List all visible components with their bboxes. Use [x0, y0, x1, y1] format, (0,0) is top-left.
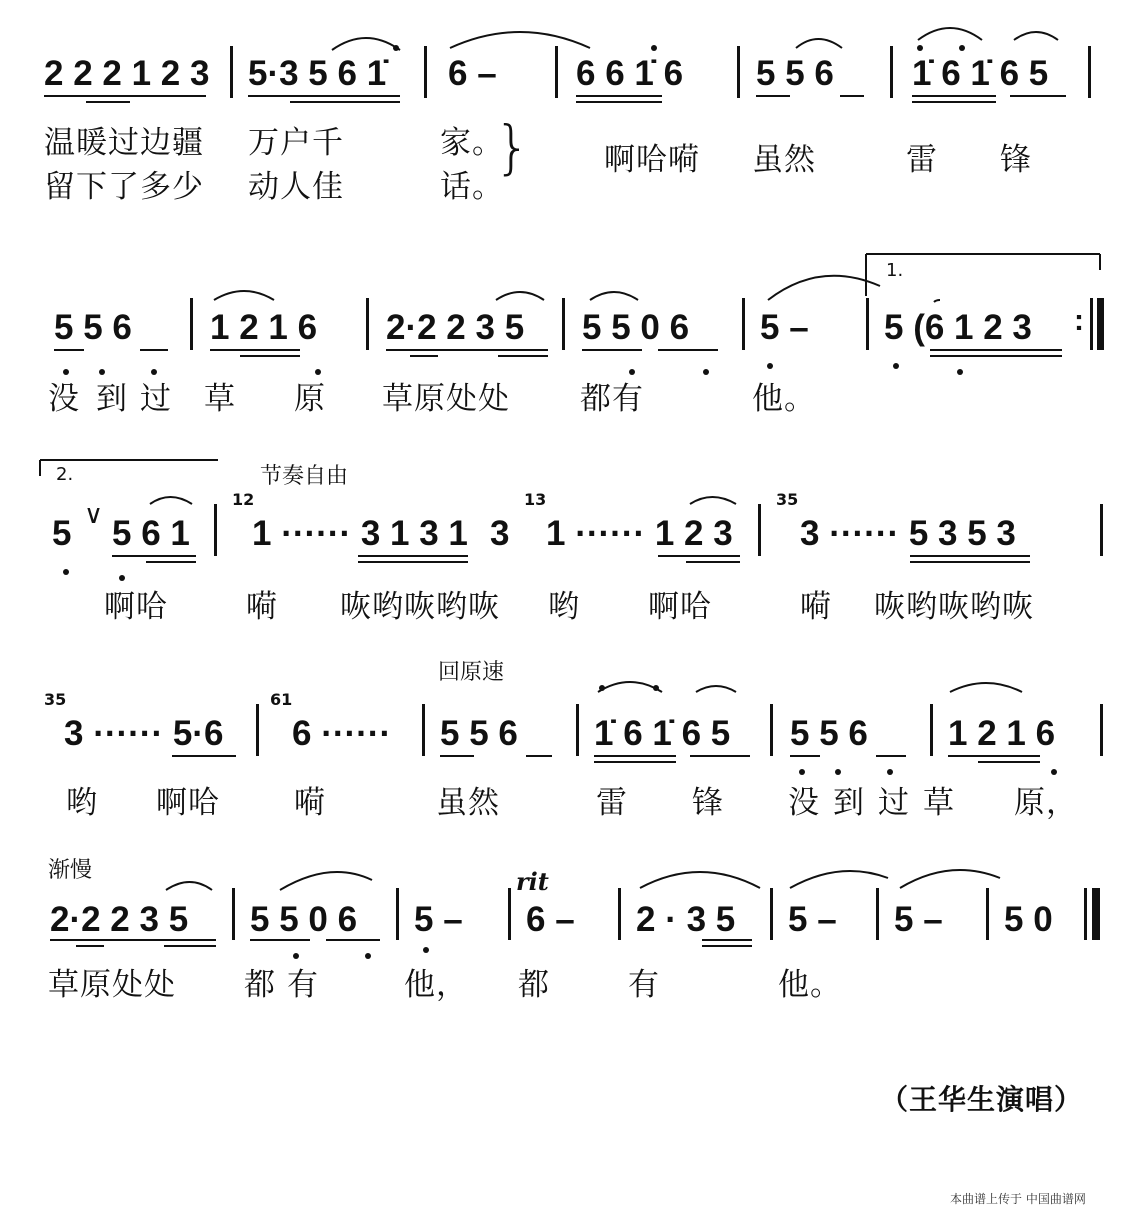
barline [555, 46, 558, 98]
lyric: 到 [96, 381, 128, 417]
rit-marking: rit [516, 867, 549, 896]
measure-notes: 5 5 0 6 [250, 900, 358, 939]
tempo-marking: 渐慢 [48, 858, 93, 883]
barline [1088, 46, 1091, 98]
barline [256, 704, 259, 756]
lyric: 啊哈嗬 [604, 142, 700, 178]
barline [396, 888, 399, 940]
lyric: 啊哈 [648, 589, 712, 625]
barline [770, 888, 773, 940]
lyric: 万户千 [248, 125, 344, 161]
barline [770, 704, 773, 756]
lyric: 咴哟咴哟咴 [874, 589, 1034, 625]
barline [742, 298, 745, 350]
measure-notes: 1 ······ 1 2 3 [546, 514, 733, 553]
lyric: 嗬 [294, 785, 326, 821]
grace-notes: 12 [232, 490, 255, 509]
lyric: 家。 [440, 125, 504, 161]
lyric: 他， [404, 967, 468, 1003]
barline [366, 298, 369, 350]
lyric: 原， [1014, 785, 1078, 821]
lyric: 雷 [906, 142, 938, 178]
measure-notes: 5·3 5 6 1̇ [248, 54, 387, 93]
measure-notes: 1 2 1 6 [948, 714, 1056, 753]
barline [618, 888, 621, 940]
measure-notes: 5 5 6 [440, 714, 518, 753]
measure-notes: 5 6 1 [112, 514, 190, 553]
measure-notes: 6 – [448, 54, 497, 93]
grace-notes: 35 [44, 690, 67, 709]
lyric: 哟 [548, 589, 580, 625]
measure-notes: 3 ······ 5·6 [64, 714, 224, 753]
measure-notes: 5 – [894, 900, 943, 939]
barline [876, 888, 879, 940]
grace-notes: 61 [270, 690, 293, 709]
lyric: 虽然 [436, 785, 500, 821]
lyric: 咴哟咴哟咴 [340, 589, 500, 625]
lyric: 雷 [596, 785, 628, 821]
barline [562, 298, 565, 350]
barline [230, 46, 233, 98]
measure-notes: 5 [52, 514, 72, 553]
measure-notes: 1 ······ 3 1 3 1 [252, 514, 468, 553]
lyric: 草原处处 [48, 967, 176, 1003]
lyric: 都 [518, 967, 550, 1003]
measure-notes: 5 – [788, 900, 837, 939]
tempo-marking: 节奏自由 [260, 464, 349, 489]
barline [930, 704, 933, 756]
barline [1100, 504, 1103, 556]
volta-1-label: 1. [886, 260, 904, 281]
barline [890, 46, 893, 98]
barline-repeat-thin [1090, 298, 1093, 350]
lyric: 温暖过边疆 [44, 125, 204, 161]
measure-notes: 6 ······ [292, 714, 392, 753]
final-barline-thick [1092, 888, 1100, 940]
measure-notes: 5 5 0 6 [582, 308, 690, 347]
lyric: 锋 [1000, 142, 1032, 178]
measure-notes: 5 5 6 [790, 714, 868, 753]
watermark: 本曲谱上传于 中国曲谱网 [950, 1192, 1086, 1206]
lyric: 原 [294, 381, 326, 417]
measure-notes: 5 – [760, 308, 809, 347]
measure-notes: 2 · 3 5 [636, 900, 736, 939]
barline [424, 46, 427, 98]
barline [214, 504, 217, 556]
barline [986, 888, 989, 940]
lyric: 有 [628, 967, 660, 1003]
measure-notes: 6 6 1̇ 6 [576, 54, 684, 93]
barline [576, 704, 579, 756]
grace-notes: 13 [524, 490, 547, 509]
lyric: 没到过草 [788, 785, 968, 821]
barline [758, 504, 761, 556]
lyric: 锋 [692, 785, 724, 821]
measure-notes: 1̇ 6 1̇ 6 5 [594, 714, 731, 753]
measure-notes: 5 – [414, 900, 463, 939]
tempo-marking: 回原速 [438, 660, 505, 685]
lyric: 啊哈 [104, 589, 168, 625]
measure-notes: 2·2 2 3 5 [386, 308, 525, 347]
measure-notes: 1 2 1 6 [210, 308, 318, 347]
barline [1100, 704, 1103, 756]
barline [232, 888, 235, 940]
lyric: 草 [204, 381, 236, 417]
breath-mark: ∨ [84, 500, 104, 530]
measure-notes: 2·2 2 3 5 [50, 900, 189, 939]
lyric: 都有 [580, 381, 644, 417]
lyric: 他。 [778, 967, 842, 1003]
lyric: 留下了多少 [44, 169, 204, 205]
barline [737, 46, 740, 98]
measure-notes: 3 [490, 514, 510, 553]
lyric: 过 [140, 381, 172, 417]
lyric: 草原处处 [382, 381, 510, 417]
measure-notes: 5 (6 1 2 3 [884, 308, 1032, 347]
measure-notes: 6 – [526, 900, 575, 939]
lyric: 啊哈 [156, 785, 220, 821]
barline [866, 298, 869, 350]
lyric: 嗬 [246, 589, 278, 625]
barline [422, 704, 425, 756]
lyric: 动人佳 [248, 169, 344, 205]
verse-brace: } [494, 113, 532, 181]
measure-notes: 5 5 6 [756, 54, 834, 93]
measure-notes: 2 2 2 1 2 3 [44, 54, 210, 93]
barline-repeat-thick [1097, 298, 1104, 350]
lyric: 没 [48, 381, 80, 417]
lyric: 嗬 [800, 589, 832, 625]
performer-credit: （王华生演唱） [880, 1083, 1084, 1116]
grace-notes: 35 [776, 490, 799, 509]
lyric: 虽然 [752, 142, 816, 178]
final-barline-thin [1084, 888, 1087, 940]
measure-notes: 3 ······ 5 3 5 3 [800, 514, 1016, 553]
measure-notes: 1̇ 6 1̇ 6 5 [912, 54, 1049, 93]
barline [190, 298, 193, 350]
volta-2-label: 2. [56, 464, 74, 485]
repeat-dots: : [1074, 304, 1084, 337]
lyric: 话。 [440, 169, 504, 205]
lyric: 哟 [66, 785, 98, 821]
measure-notes: 5 5 6 [54, 308, 132, 347]
lyric: 他。 [752, 381, 816, 417]
barline [508, 888, 511, 940]
lyric: 都有 [244, 967, 330, 1003]
measure-notes: 5 0 [1004, 900, 1053, 939]
